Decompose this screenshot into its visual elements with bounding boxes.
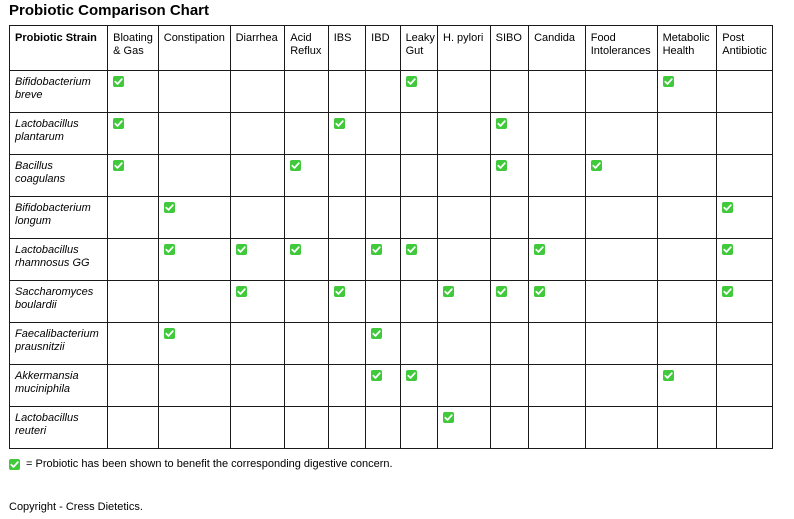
check-mark-icon bbox=[496, 118, 507, 129]
strain-name: Bifidobacterium breve bbox=[10, 71, 108, 113]
table-cell bbox=[366, 323, 400, 365]
table-cell bbox=[108, 113, 159, 155]
table-cell bbox=[400, 239, 437, 281]
table-cell bbox=[158, 113, 230, 155]
strain-name: Lactobacillus plantarum bbox=[10, 113, 108, 155]
table-cell bbox=[657, 71, 717, 113]
table-body bbox=[10, 71, 773, 449]
table-cell bbox=[285, 113, 329, 155]
check-mark-icon bbox=[113, 118, 124, 129]
table-cell bbox=[400, 407, 437, 449]
table-cell bbox=[438, 323, 491, 365]
check-mark-icon bbox=[371, 370, 382, 381]
table-cell bbox=[657, 113, 717, 155]
table-cell bbox=[158, 323, 230, 365]
table-cell bbox=[529, 323, 586, 365]
table-cell bbox=[717, 71, 773, 113]
table-cell bbox=[529, 71, 586, 113]
check-mark-icon bbox=[534, 244, 545, 255]
table-cell bbox=[366, 113, 400, 155]
table-cell bbox=[657, 239, 717, 281]
check-mark-icon bbox=[371, 244, 382, 255]
check-mark-icon bbox=[164, 244, 175, 255]
column-header: Bloating & Gas bbox=[108, 26, 159, 71]
column-header: Candida bbox=[529, 26, 586, 71]
table-cell bbox=[585, 407, 657, 449]
table-cell bbox=[400, 365, 437, 407]
check-mark-icon bbox=[113, 76, 124, 87]
strain-name: Lactobacillus reuteri bbox=[10, 407, 108, 449]
table-cell bbox=[230, 239, 285, 281]
table-cell bbox=[108, 239, 159, 281]
table-cell bbox=[108, 323, 159, 365]
table-cell bbox=[108, 197, 159, 239]
header-row bbox=[10, 26, 773, 71]
table-cell bbox=[366, 155, 400, 197]
table-cell bbox=[328, 239, 365, 281]
strain-name: Faecalibacterium prausnitzii bbox=[10, 323, 108, 365]
table-cell bbox=[400, 323, 437, 365]
table-cell bbox=[230, 71, 285, 113]
table-cell bbox=[230, 197, 285, 239]
table-cell bbox=[438, 407, 491, 449]
table-row bbox=[10, 239, 773, 281]
legend bbox=[9, 458, 393, 470]
table-cell bbox=[285, 239, 329, 281]
table-cell bbox=[366, 407, 400, 449]
strain-name: Lactobacillus rhamnosus GG bbox=[10, 239, 108, 281]
strain-name: Saccharomyces boulardii bbox=[10, 281, 108, 323]
table-cell bbox=[400, 281, 437, 323]
table-cell bbox=[717, 365, 773, 407]
table-row bbox=[10, 71, 773, 113]
table-cell bbox=[400, 71, 437, 113]
strain-name: Akkermansia muciniphila bbox=[10, 365, 108, 407]
table-cell bbox=[490, 113, 528, 155]
table-cell bbox=[328, 71, 365, 113]
strain-name: Bacillus coagulans bbox=[10, 155, 108, 197]
column-header-strain: Probiotic Strain bbox=[10, 26, 108, 71]
table-row bbox=[10, 365, 773, 407]
table-cell bbox=[717, 239, 773, 281]
table-cell bbox=[490, 155, 528, 197]
column-header: IBD bbox=[366, 26, 400, 71]
table-cell bbox=[158, 407, 230, 449]
table-cell bbox=[285, 71, 329, 113]
table-cell bbox=[529, 155, 586, 197]
table-row bbox=[10, 155, 773, 197]
table-cell bbox=[230, 155, 285, 197]
table-cell bbox=[585, 197, 657, 239]
check-mark-icon bbox=[722, 202, 733, 213]
table-cell bbox=[328, 197, 365, 239]
table-cell bbox=[158, 239, 230, 281]
table-cell bbox=[230, 113, 285, 155]
table-cell bbox=[366, 197, 400, 239]
table-cell bbox=[158, 71, 230, 113]
table-cell bbox=[230, 323, 285, 365]
table-cell bbox=[490, 281, 528, 323]
column-header: SIBO bbox=[490, 26, 528, 71]
check-mark-icon bbox=[663, 76, 674, 87]
check-mark-icon bbox=[334, 286, 345, 297]
table-cell bbox=[657, 365, 717, 407]
table-cell bbox=[490, 197, 528, 239]
table-cell bbox=[285, 155, 329, 197]
check-mark-icon bbox=[406, 244, 417, 255]
check-mark-icon bbox=[113, 160, 124, 171]
table-cell bbox=[366, 71, 400, 113]
table-cell bbox=[717, 281, 773, 323]
table-cell bbox=[717, 197, 773, 239]
table-cell bbox=[585, 239, 657, 281]
table-cell bbox=[657, 155, 717, 197]
check-mark-icon bbox=[443, 286, 454, 297]
table-row bbox=[10, 113, 773, 155]
table-cell bbox=[585, 155, 657, 197]
column-header: IBS bbox=[328, 26, 365, 71]
table-cell bbox=[438, 197, 491, 239]
table-cell bbox=[585, 365, 657, 407]
column-header: Food Intolerances bbox=[585, 26, 657, 71]
copyright-text: Copyright - Cress Dietetics. bbox=[9, 501, 143, 513]
check-mark-icon bbox=[290, 160, 301, 171]
table-cell bbox=[438, 155, 491, 197]
check-mark-icon bbox=[290, 244, 301, 255]
probiotic-comparison-table bbox=[9, 25, 773, 449]
column-header: Post Antibiotic bbox=[717, 26, 773, 71]
column-header: H. pylori bbox=[438, 26, 491, 71]
table-cell bbox=[366, 365, 400, 407]
table-cell bbox=[490, 239, 528, 281]
table-cell bbox=[328, 281, 365, 323]
table-cell bbox=[108, 407, 159, 449]
column-header: Constipation bbox=[158, 26, 230, 71]
check-mark-icon bbox=[236, 244, 247, 255]
check-mark-icon bbox=[663, 370, 674, 381]
check-mark-icon bbox=[722, 244, 733, 255]
table-cell bbox=[328, 155, 365, 197]
check-mark-icon bbox=[9, 459, 20, 470]
table-cell bbox=[438, 71, 491, 113]
legend-text: = Probiotic has been shown to benefit the corresponding digestive concern. bbox=[26, 458, 393, 470]
check-mark-icon bbox=[496, 286, 507, 297]
table-cell bbox=[328, 365, 365, 407]
check-mark-icon bbox=[534, 286, 545, 297]
column-header: Leaky Gut bbox=[400, 26, 437, 71]
table-cell bbox=[285, 365, 329, 407]
table-cell bbox=[585, 323, 657, 365]
table-cell bbox=[366, 239, 400, 281]
table-cell bbox=[657, 197, 717, 239]
table-cell bbox=[529, 239, 586, 281]
table-cell bbox=[108, 365, 159, 407]
check-mark-icon bbox=[443, 412, 454, 423]
table-cell bbox=[158, 365, 230, 407]
strain-name: Bifidobacterium longum bbox=[10, 197, 108, 239]
table-cell bbox=[657, 407, 717, 449]
column-header: Metabolic Health bbox=[657, 26, 717, 71]
table-cell bbox=[717, 155, 773, 197]
table-row bbox=[10, 323, 773, 365]
table-cell bbox=[328, 323, 365, 365]
table-cell bbox=[438, 365, 491, 407]
table-cell bbox=[529, 113, 586, 155]
table-cell bbox=[285, 323, 329, 365]
table-cell bbox=[438, 113, 491, 155]
column-header: Acid Reflux bbox=[285, 26, 329, 71]
table-cell bbox=[158, 155, 230, 197]
table-cell bbox=[230, 365, 285, 407]
table-cell bbox=[230, 407, 285, 449]
table-row bbox=[10, 281, 773, 323]
check-mark-icon bbox=[164, 202, 175, 213]
table-cell bbox=[285, 197, 329, 239]
table-cell bbox=[400, 113, 437, 155]
check-mark-icon bbox=[371, 328, 382, 339]
table-cell bbox=[529, 281, 586, 323]
table-cell bbox=[490, 407, 528, 449]
check-mark-icon bbox=[164, 328, 175, 339]
table-cell bbox=[529, 365, 586, 407]
column-header: Diarrhea bbox=[230, 26, 285, 71]
table-cell bbox=[529, 407, 586, 449]
table-cell bbox=[717, 323, 773, 365]
table-cell bbox=[490, 323, 528, 365]
check-mark-icon bbox=[236, 286, 247, 297]
table-cell bbox=[529, 197, 586, 239]
check-mark-icon bbox=[496, 160, 507, 171]
table-cell bbox=[400, 155, 437, 197]
table-row bbox=[10, 407, 773, 449]
table-cell bbox=[438, 281, 491, 323]
table-cell bbox=[285, 281, 329, 323]
table-cell bbox=[328, 113, 365, 155]
check-mark-icon bbox=[334, 118, 345, 129]
table-cell bbox=[585, 281, 657, 323]
table-cell bbox=[585, 71, 657, 113]
check-mark-icon bbox=[591, 160, 602, 171]
table-cell bbox=[490, 71, 528, 113]
table-cell bbox=[438, 239, 491, 281]
table-cell bbox=[717, 113, 773, 155]
table-cell bbox=[108, 155, 159, 197]
check-mark-icon bbox=[722, 286, 733, 297]
check-mark-icon bbox=[406, 76, 417, 87]
table-cell bbox=[585, 113, 657, 155]
table-cell bbox=[717, 407, 773, 449]
table-cell bbox=[158, 281, 230, 323]
table-cell bbox=[285, 407, 329, 449]
table-cell bbox=[400, 197, 437, 239]
table-row bbox=[10, 197, 773, 239]
table-cell bbox=[158, 197, 230, 239]
table-cell bbox=[108, 281, 159, 323]
page-title: Probiotic Comparison Chart bbox=[9, 2, 210, 19]
table-cell bbox=[230, 281, 285, 323]
table-cell bbox=[657, 281, 717, 323]
table-cell bbox=[490, 365, 528, 407]
table-cell bbox=[657, 323, 717, 365]
table-cell bbox=[328, 407, 365, 449]
table-cell bbox=[108, 71, 159, 113]
table-cell bbox=[366, 281, 400, 323]
check-mark-icon bbox=[406, 370, 417, 381]
